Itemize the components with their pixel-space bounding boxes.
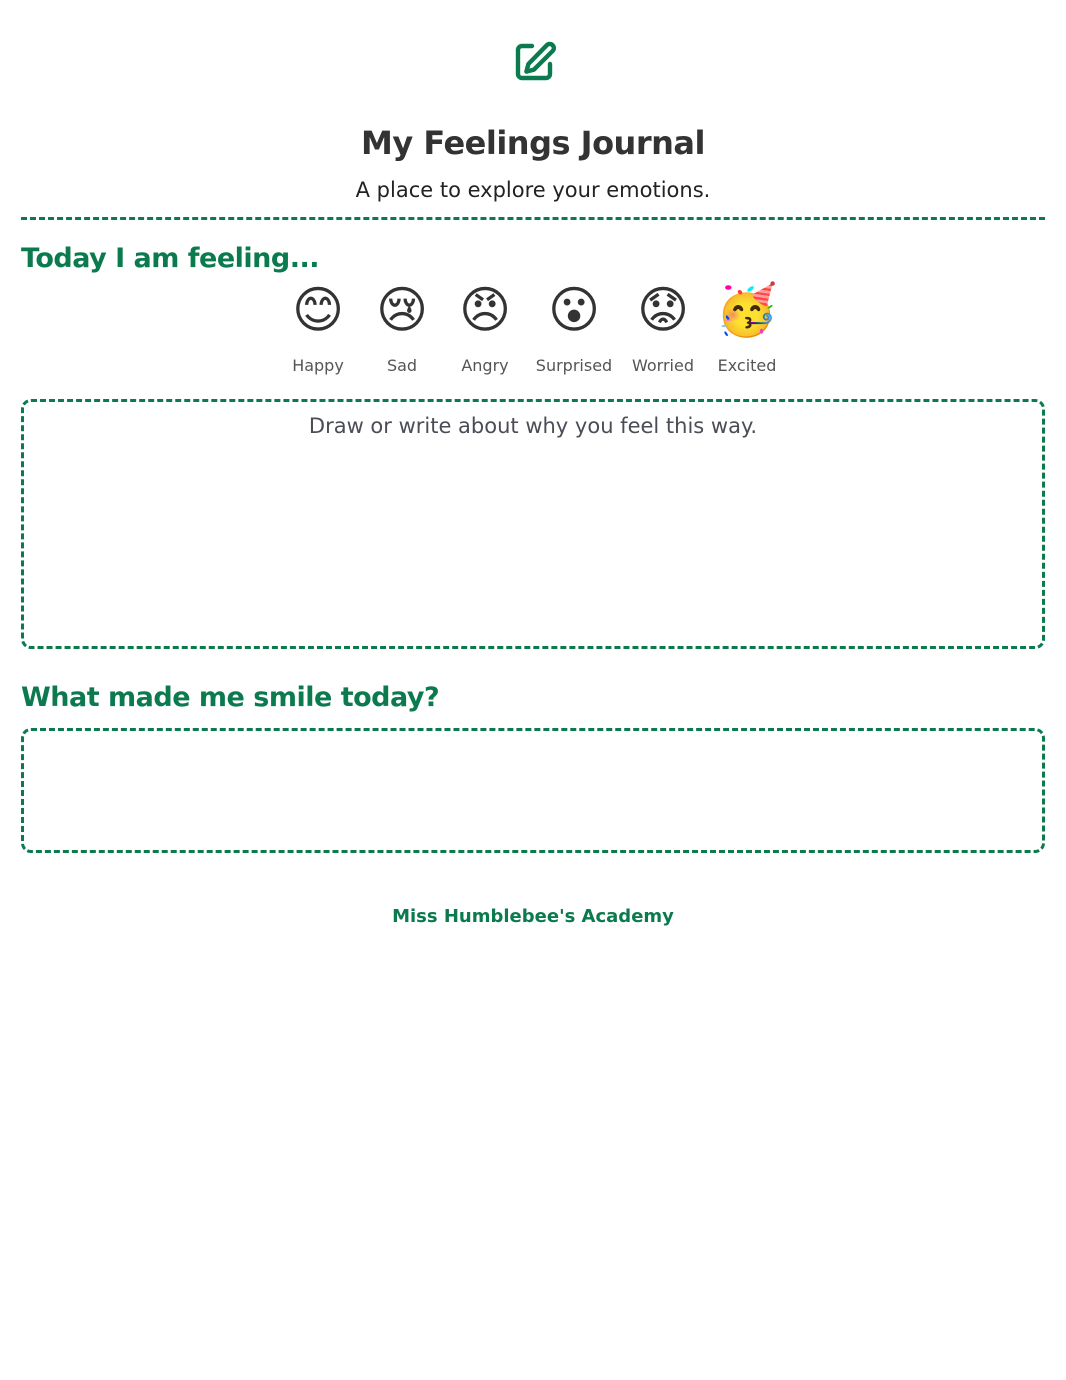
feeling-label: Surprised <box>535 356 613 375</box>
edit-pencil-square-icon <box>510 38 558 86</box>
page-title: My Feelings Journal <box>361 124 705 162</box>
smile-write-area[interactable] <box>21 728 1045 853</box>
feeling-option-excited[interactable] <box>702 278 792 375</box>
header-divider <box>21 217 1045 220</box>
surprised-face-icon: 😮 <box>547 281 601 339</box>
feeling-label: Excited <box>717 356 777 375</box>
page-subtitle: A place to explore your emotions. <box>355 178 711 202</box>
feeling-label: Worried <box>632 356 694 375</box>
crying-face-icon: 😢 <box>375 281 429 339</box>
draw-area-prompt: Draw or write about why you feel this way. <box>308 414 758 438</box>
party-face-icon: 🥳 <box>715 281 779 339</box>
feeling-option-angry[interactable] <box>440 278 530 375</box>
footer-brand: Miss Humblebee's Academy <box>392 906 674 927</box>
feeling-option-worried[interactable] <box>618 278 708 375</box>
smile-heading: What made me smile today? <box>21 682 440 713</box>
smiling-face-icon: 😊 <box>291 281 345 339</box>
why-feeling-draw-area[interactable] <box>21 399 1045 649</box>
feeling-option-happy[interactable] <box>273 278 363 375</box>
feeling-label: Happy <box>292 356 344 375</box>
angry-face-icon: 😠 <box>458 281 512 339</box>
feelings-heading: Today I am feeling... <box>21 243 319 274</box>
feeling-label: Sad <box>386 356 418 375</box>
feelings-picker <box>0 278 1066 378</box>
worried-face-icon: 😟 <box>636 281 690 339</box>
feeling-option-surprised[interactable] <box>529 278 619 375</box>
feeling-option-sad[interactable] <box>357 278 447 375</box>
feeling-label: Angry <box>461 356 509 375</box>
